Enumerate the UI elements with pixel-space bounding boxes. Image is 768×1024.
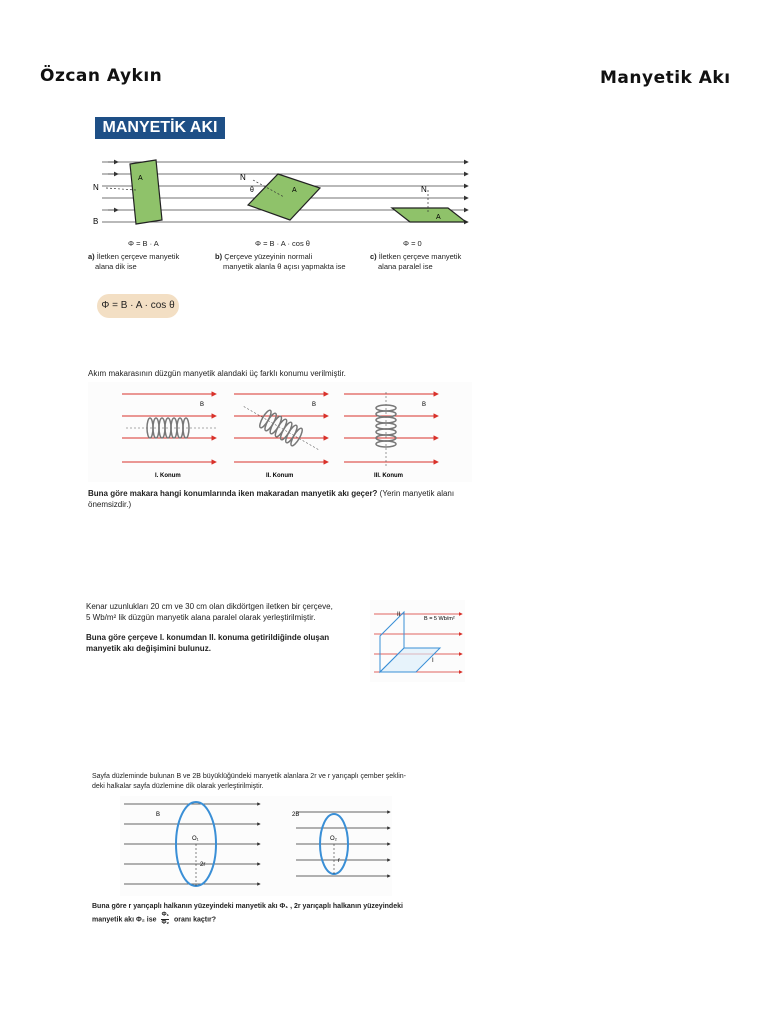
label-a-2: A <box>292 187 297 194</box>
q2-question: Buna göre çerçeve I. konumdan II. konuma getirildiğinde oluşan manyetik akı değişimini bulunuz. <box>86 633 330 653</box>
coil-2 <box>239 398 323 458</box>
label-a-1: A <box>138 175 143 182</box>
coil-1 <box>126 418 216 438</box>
q3-question: Buna göre r yarıçaplı halkanın yüzeyindeki manyetik akı Φ₁ , 2r yarıçaplı halkanın yüzeyindeki manyetik akı Φ₂ ise $\frac{\text{Φ₁}}{\text{Φ₂}}$ oranı kaçtır? <box>92 903 403 926</box>
label-i: I <box>432 658 434 664</box>
pos-2-label: II. Konum <box>266 473 294 479</box>
label-a-3: A <box>436 214 441 221</box>
label-field-2b: 2B <box>292 812 300 818</box>
coil-3 <box>376 392 396 468</box>
label-b: B <box>93 217 99 226</box>
section-title: MANYETİK AKI <box>95 117 225 139</box>
label-2r: 2r <box>200 862 206 868</box>
q1-b-1: B <box>200 402 205 408</box>
q1-b-3: B <box>422 402 427 408</box>
label-o2: O₂ <box>330 836 337 842</box>
frame-position-1 <box>380 648 440 672</box>
label-o1: O₁ <box>192 836 199 842</box>
label-n-2: N <box>240 173 246 182</box>
q1-question: Buna göre makara hangi konumlarında iken makaradan manyetik akı geçer? (Yerin manyetik alanı önemsizdir.) <box>88 489 455 509</box>
q1-intro: Akım makarasının düzgün manyetik alandaki üç farklı konumu verilmiştir. <box>88 369 346 378</box>
label-n-3: N <box>421 185 427 194</box>
label-field-b: B <box>156 812 161 818</box>
formula-c: Φ = 0 <box>403 239 422 248</box>
topic-title: Manyetik Akı <box>600 68 731 88</box>
q2-text: Kenar uzunlukları 20 cm ve 30 cm olan dikdörtgen iletken bir çerçeve, 5 Wb/m² lik düzgün manyetik alana paralel olarak yerleştirilmiştir. <box>86 602 333 622</box>
author-name: Özcan Aykın <box>40 66 163 86</box>
formula-b: Φ = B · A · cos θ <box>255 239 310 248</box>
caption-a: a) İletken çerçeve manyetik alana dik ise <box>88 252 180 271</box>
pos-1-label: I. Konum <box>155 473 181 479</box>
field-value: B = 5 Wb/m² <box>424 616 455 622</box>
coil-figure <box>88 382 472 482</box>
frame-a <box>130 160 162 224</box>
caption-c: c) İletken çerçeve manyetik alana paralel ise <box>370 252 462 271</box>
main-formula: Φ = B · A · cos θ <box>97 294 179 318</box>
label-theta: θ <box>250 187 254 194</box>
label-n: N <box>93 183 99 192</box>
q3-text: Sayfa düzleminde bulunan B ve 2B büyüklüğündeki manyetik alanlara 2r ve r yarıçaplı çember şeklin- deki halkalar sayfa düzlemine dik olarak yerleştirilmiştir. <box>92 773 407 790</box>
q1-b-2: B <box>312 402 317 408</box>
label-r: r <box>338 858 340 864</box>
caption-b: b) Çerçeve yüzeyinin normali manyetik alanla θ açısı yapmakta ise <box>215 252 346 271</box>
frame-figure <box>370 600 465 682</box>
label-ii: II <box>397 612 401 618</box>
ratio: $\frac{\text{Φ₁}}{\text{Φ₂}}$ <box>161 912 170 926</box>
ring-figure <box>120 796 392 896</box>
formula-a: Φ = B · A <box>128 239 159 248</box>
pos-3-label: III. Konum <box>374 473 403 479</box>
flux-figure <box>88 150 473 240</box>
